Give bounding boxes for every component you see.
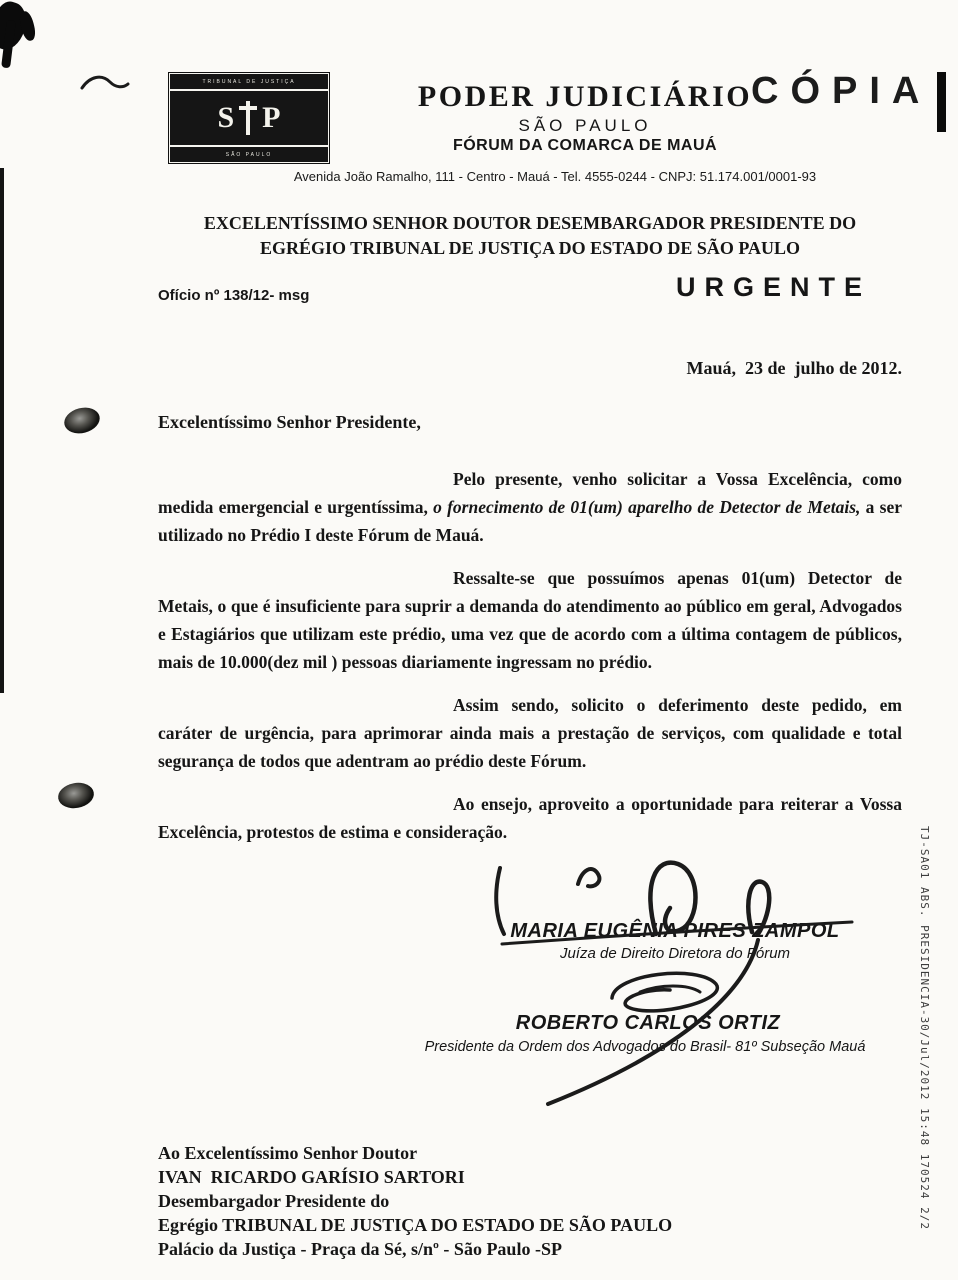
signature-1-name: MARIA EUGÊNIA PIRES ZAMPOL	[510, 920, 840, 942]
paragraph-3: Assim sendo, solicito o deferimento deste pedido, em caráter de urgência, para aprimorar ainda mais a prestação de serviços, com qualidade e total segurança de todos que adentram ao prédio deste Fórum.	[158, 695, 902, 771]
fax-header-vertical: TJ-SA01 ABS. PRESIDENCIA-30/Jul/2012 15:48 170524 2/2	[918, 826, 931, 1230]
letterhead	[212, 80, 958, 155]
recipient-line-4: Egrégio TRIBUNAL DE JUSTIÇA DO ESTADO DE SÃO PAULO	[158, 1215, 673, 1235]
addressee-heading	[150, 211, 910, 261]
recipient-line-5: Palácio da Justiça - Praça da Sé, s/nº - São Paulo -SP	[158, 1239, 562, 1259]
paragraph-4: Ao ensejo, aproveito a oportunidade para reiterar a Vossa Excelência, protestos de estima e consideração.	[158, 794, 902, 842]
scan-edge-line	[0, 168, 4, 693]
copy-stamp: CÓPIA	[751, 70, 932, 112]
signature-2-title: Presidente da Ordem dos Advogados do Brasil- 81º Subseção Mauá	[424, 1039, 866, 1055]
recipient-line-3: Desembargador Presidente do	[158, 1191, 390, 1211]
letter-body	[158, 465, 902, 861]
logo-letter-s: S	[217, 101, 235, 134]
urgente-stamp: URGENTE	[676, 272, 872, 302]
signature-1-title: Juíza de Direito Diretora do Fórum	[559, 945, 791, 962]
state-title: SÃO PAULO	[518, 116, 652, 135]
signature-2-name: ROBERTO CARLOS ORTIZ	[515, 1012, 781, 1034]
paragraph-1	[158, 465, 902, 549]
recipient-line-1: Ao Excelentíssimo Senhor Doutor	[158, 1143, 418, 1163]
salutation: Excelentíssimo Senhor Presidente,	[158, 412, 421, 432]
logo-microtext-top: TRIBUNAL DE JUSTIÇA	[170, 74, 328, 89]
addressee-heading-line-2: EGRÉGIO TRIBUNAL DE JUSTIÇA DO ESTADO DE SÃO PAULO	[259, 238, 801, 258]
logo-letter-p: P	[262, 101, 281, 134]
paragraph-1-text: Pelo presente, venho solicitar a Vossa Excelência, como medida emergencial e urgentíssima,	[158, 469, 902, 517]
logo-microtext-bottom: SÃO PAULO	[170, 147, 328, 162]
recipient-block	[158, 1141, 672, 1261]
recipient-line-2: IVAN RICARDO GARÍSIO SARTORI	[158, 1167, 465, 1187]
paragraph-2: Ressalte-se que possuímos apenas 01(um) Detector de Metais, o que é insuficiente para suprir a demanda do atendimento ao público em geral, Advogados e Estagiários que utilizam este prédio, uma vez que de acordo com a última contagem de públicos, mais de 10.000(dez mil ) pessoas diariamente ingressam no prédio.	[158, 568, 902, 672]
hole-punch-mark	[56, 780, 96, 811]
paragraph-1-text: a ser utilizado no Prédio I deste Fórum de Mauá.	[158, 497, 902, 545]
hole-punch-mark	[62, 404, 103, 437]
addressee-heading-line-1: EXCELENTÍSSIMO SENHOR DOUTOR DESEMBARGADOR PRESIDENTE DO	[203, 213, 857, 233]
paragraph-1-italic-text: o fornecimento de 01(um) aparelho de Detector de Metais,	[433, 497, 861, 517]
oficio-number: Ofício nº 138/12- msg	[158, 287, 310, 304]
forum-title: FÓRUM DA COMARCA DE MAUÁ	[452, 137, 718, 154]
dateline: Mauá, 23 de julho de 2012.	[686, 358, 902, 378]
org-title: PODER JUDICIÁRIO	[417, 80, 753, 113]
address-line: Avenida João Ramalho, 111 - Centro - Mauá - Tel. 4555-0244 - CNPJ: 51.174.001/0001-93	[293, 169, 817, 184]
